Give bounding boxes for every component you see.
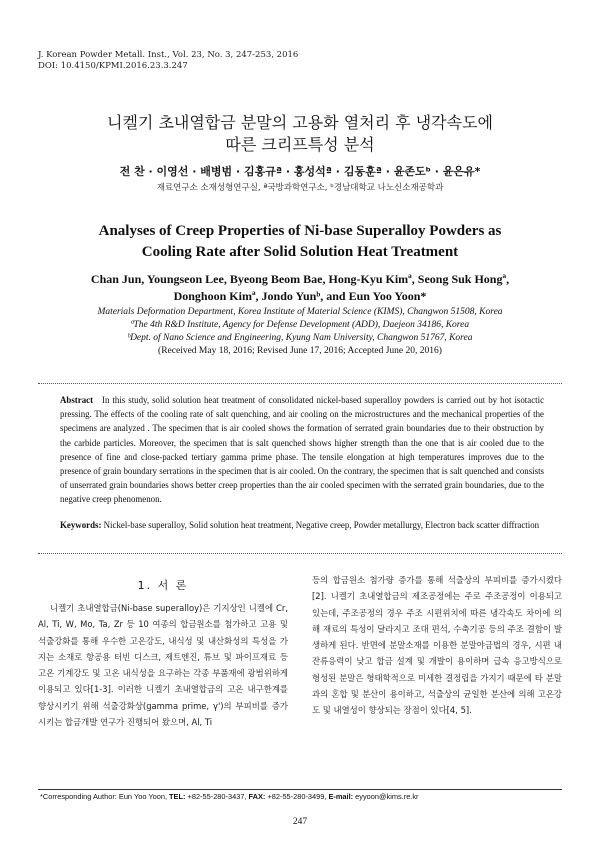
abstract-block (60, 393, 544, 507)
english-affiliation-line2: ªThe 4th R&D Institute, Agency for Defense Development (ADD), Daejeon 34186, Korea (130, 320, 470, 330)
section-title: 1. 서 론 (137, 579, 189, 592)
body-column-left: 니켈기 초내열합금(Ni-base superalloy)은 기지상인 니켈에 Cr, Al, Ti, W, Mo, Ta, Zr 등 10 여종의 합금원소를 첨가하고 고용 및 석출강화를 통해 우수한 고온강도, 내식성 및 내산화성의 특성을 가지는 소재로 항공용 터빈 디스크, 제트엔진, 튜브 및 파이프재료 등 고온 기계강도 및 고온 내식성을 요구하는 각종 부품재에 광범위하게 이용되고 있다[1-3]. 이러한 니켈기 초내열합금의 고온 내구한계를 향상시키기 위해 석출강화상(gamma prime, γ')의 부피비를 증가시키는 합금개발 연구가 진행되어 왔으며, Al, Ti (38, 603, 288, 728)
keywords-label: Keywords: (60, 520, 102, 530)
footnote-label-tel: TEL: (169, 792, 186, 801)
footnote-label-fax: FAX: (248, 792, 266, 801)
korean-affiliation: 재료연구소 소재성형연구실, ª국방과학연구소, ᵇ경남대학교 나노신소재공학과 (156, 183, 444, 193)
korean-title (0, 112, 600, 156)
journal-header (38, 50, 298, 72)
footnote-email: eyyoon@kims.re.kr (353, 792, 419, 801)
page-number: 247 (292, 817, 308, 827)
korean-title-line1: 니켈기 초내열합금 분말의 고용화 열처리 후 냉각속도에 (106, 113, 493, 132)
english-title-line2: Cooling Rate after Solid Solution Heat Treatment (141, 244, 459, 260)
english-affiliation-line1: Materials Deformation Department, Korea Institute of Material Science (KIMS), Changwon 51508, Korea (97, 307, 503, 317)
corresponding-author-footnote (40, 792, 419, 801)
english-title-line1: Analyses of Creep Properties of Ni-base Superalloy Powders as (98, 223, 502, 239)
footnote-author: Eun Yoo Yoon, (116, 792, 170, 801)
keywords-block (60, 518, 544, 532)
abstract-bottom-rule (38, 553, 562, 554)
english-affiliation (0, 306, 600, 345)
body-column-right: 등의 합금원소 첨가량 증가를 통해 석출상의 부피비를 증가시켰다[2]. 니켈기 초내열합금의 제조공정에는 주로 주조공정이 이용되고 있는데, 주조공정의 경우 주조 시편위치에 따른 냉각속도 차이에 의해 재료의 특성이 달라지고 조대 편석, 수축기공 등의 주조 결함이 발생하게 된다. 반면에 분말소재를 이용한 분말야금법의 경우, 시편 내 잔류응력이 낮고 합금 설계 및 개발이 용이하며 급속 응고방식으로 형성된 분말은 형태학적으로 미세한 결정립을 가지기 때문에 타 분말과의 혼합 및 분산이 용이하고, 석출상의 균일한 분산에 의해 고온강도 및 내열성이 향상되는 장점이 있다[4, 5]. (312, 575, 562, 716)
keywords-text: Nickel-base superalloy, Solid solution heat treatment, Negative creep, Powder metallurgy, Electron back scatter diffraction (103, 520, 540, 530)
footnote-rule (38, 789, 562, 790)
footnote-label-author: *Corresponding Author: (40, 792, 117, 801)
footnote-tel: +82-55-280-3437, (185, 792, 249, 801)
received-dates: (Received May 18, 2016; Revised June 17, 2016; Accepted June 20, 2016) (158, 346, 442, 356)
english-title (0, 221, 600, 263)
korean-title-line2: 따른 크리프특성 분석 (225, 135, 375, 154)
english-affiliation-line3: ᵇDept. of Nano Science and Engineering, Kyung Nam University, Changwon 51767, Korea (127, 333, 473, 343)
footnote-fax: +82-55-280-3499, (265, 792, 329, 801)
english-authors-line2: Donghoon Kimª, Jondo Yunᵇ, and Eun Yoo Yoon* (173, 289, 427, 303)
korean-authors: 전 찬 · 이영선 · 배병범 · 김홍규ª · 홍성석ª · 김동훈ª · 윤존도ᵇ · 윤은유* (119, 165, 481, 178)
journal-citation: J. Korean Powder Metall. Inst., Vol. 23, No. 3, 247-253, 2016 (38, 50, 299, 60)
journal-doi: DOI: 10.4150/KPMI.2016.23.3.247 (38, 61, 188, 71)
abstract-label: Abstract (60, 395, 94, 405)
footnote-label-email: E-mail: (328, 792, 354, 801)
abstract-top-rule (38, 383, 562, 384)
abstract-text: In this study, solid solution heat treatment of consolidated nickel-based superalloy powders is carried out by hot isotactic pressing. The effects of the cooling rate of salt quenching, and air cooling on the microstructures and the mechanical properties of the specimens are analyzed . The specimen that is air cooled shows the formation of serrated grain boundaries due to their obstruction by the carbide particles. Moreover, the specimen that is salt quenched shows higher strength than the one that is air cooled due to the presence of fine and close-packed tertiary gamma prime phase. The tensile elongation at high temperatures improves due to the presence of grain boundary serrations in the specimen that is air cooled. On the contrary, the specimen that is salt quenched and consists of unserrated grain boundaries shows better creep properties than the air cooled specimen with the serrated grain boundaries, due to the negative creep phenomenon. (60, 395, 545, 505)
english-authors (0, 271, 600, 305)
english-authors-line1: Chan Jun, Youngseon Lee, Byeong Beom Bae, Hong-Kyu Kimª, Seong Suk Hongª, (90, 272, 510, 286)
